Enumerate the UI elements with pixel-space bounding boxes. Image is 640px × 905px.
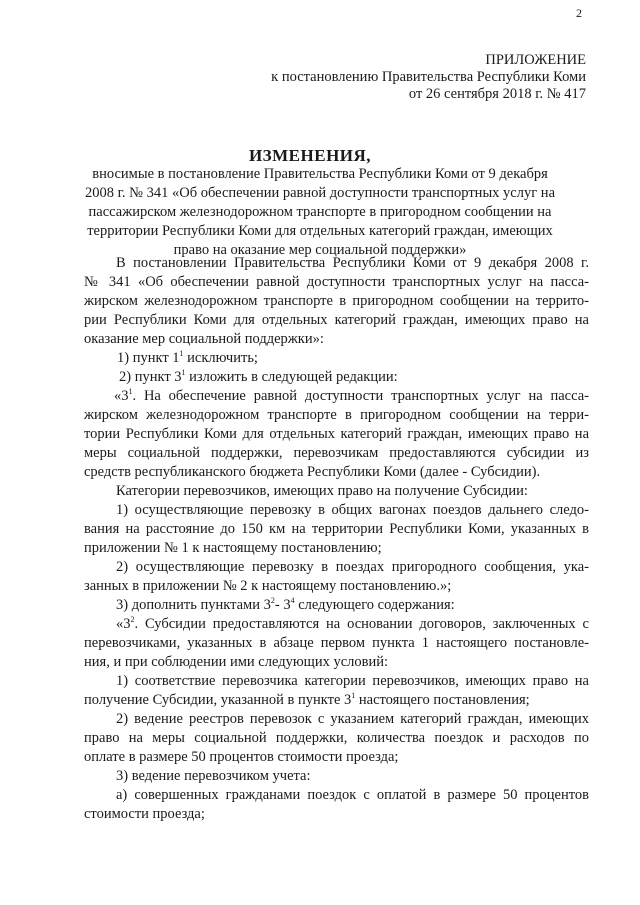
subtitle-line: 2008 г. № 341 «Об обеспечении равной доступности транспортных услуг на bbox=[84, 185, 556, 201]
subtitle-line: вносимые в постановление Правительства Республики Коми от 9 декабря bbox=[92, 166, 548, 182]
body-line bbox=[84, 615, 589, 634]
body-text: 3) дополнить пунктами 3 bbox=[116, 597, 271, 613]
body-line: оказание мер социальной поддержки»: bbox=[84, 331, 324, 347]
document-subtitle bbox=[60, 165, 580, 260]
body-line: Категории перевозчиков, имеющих право на получение Субсидии: bbox=[116, 483, 528, 499]
body-line: средств республиканского бюджета Республики Коми (далее - Субсидии). bbox=[84, 464, 541, 480]
appendix-resolution-line: к постановлению Правительства Республики Коми bbox=[271, 69, 586, 85]
document-body bbox=[84, 254, 589, 824]
body-line: занных в приложении № 2 к настоящему постановлению.»; bbox=[84, 578, 452, 594]
subtitle-line: территории Республики Коми для отдельных категорий граждан, имеющих bbox=[87, 223, 553, 239]
body-text: изложить в следующей редакции: bbox=[185, 369, 398, 385]
superscript: 1 bbox=[179, 349, 184, 358]
body-text: получение Субсидии, указанной в пункте 3 bbox=[84, 692, 352, 708]
body-line: вания на расстояние до 150 км на территории Республики Коми, указанных в bbox=[84, 521, 589, 537]
body-text: . Субсидии предоставляются на основании договоров, заключенных с bbox=[134, 616, 589, 632]
body-line: перевозчиками, указанных в абзаце первом пункта 1 настоящего постановле- bbox=[84, 635, 589, 651]
body-line bbox=[84, 691, 589, 710]
superscript: 2 bbox=[130, 615, 135, 624]
body-line: меры социальной поддержки, перевозчикам предоставляются субсидии из bbox=[84, 445, 589, 461]
body-text: исключить; bbox=[183, 350, 258, 366]
body-text: 1) пункт 1 bbox=[117, 350, 180, 366]
body-line bbox=[84, 387, 589, 406]
body-text: «3 bbox=[116, 616, 131, 632]
body-line: жирском железнодорожном транспорте в пригородном сообщении на террито- bbox=[84, 293, 589, 309]
superscript: 1 bbox=[128, 387, 133, 396]
body-line bbox=[84, 596, 589, 615]
superscript: 1 bbox=[181, 368, 186, 377]
superscript: 2 bbox=[270, 596, 275, 605]
superscript: 1 bbox=[351, 691, 356, 700]
document-title: ИЗМЕНЕНИЯ, bbox=[248, 146, 372, 165]
body-line: стоимости проезда; bbox=[84, 806, 205, 822]
body-text: 2) пункт 3 bbox=[119, 369, 182, 385]
body-text: «3 bbox=[114, 388, 129, 404]
body-line: приложении № 1 к настоящему постановлению; bbox=[84, 540, 382, 556]
body-line: 1) соответствие перевозчика категории перевозчиков, имеющих право на bbox=[116, 673, 589, 689]
body-line bbox=[84, 368, 589, 387]
body-line: жирском железнодорожном транспорте в пригородном сообщении на терри- bbox=[84, 407, 589, 423]
body-line bbox=[84, 349, 589, 368]
body-line: 2) ведение реестров перевозок с указанием категорий граждан, имеющих bbox=[116, 711, 589, 727]
page-number: 2 bbox=[576, 6, 582, 20]
body-line: тории Республики Коми для отдельных категорий граждан, имеющих право на bbox=[84, 426, 589, 442]
body-line: рии Республики Коми для отдельных категорий граждан, имеющих право на bbox=[84, 312, 589, 328]
body-line: ния, и при соблюдении ими следующих условий: bbox=[84, 654, 389, 670]
body-line: В постановлении Правительства Республики Коми от 9 декабря 2008 г. bbox=[116, 255, 589, 271]
subtitle-line: право на оказание мер социальной поддержки» bbox=[173, 242, 467, 258]
body-line: 3) ведение перевозчиком учета: bbox=[116, 768, 311, 784]
body-line: право на меры социальной поддержки, количества поездок и расходов по bbox=[84, 730, 589, 746]
body-text: - 3 bbox=[274, 597, 291, 613]
body-line: № 341 «Об обеспечении равной доступности транспортных услуг на пасса- bbox=[84, 274, 589, 290]
body-text: . На обеспечение равной доступности транспортных услуг на пасса- bbox=[132, 388, 589, 404]
body-text: следующего содержания: bbox=[294, 597, 455, 613]
subtitle-line: пассажирском железнодорожном транспорте в пригородном сообщении на bbox=[88, 204, 552, 220]
appendix-date-line: от 26 сентября 2018 г. № 417 bbox=[408, 86, 586, 102]
body-text: настоящего постановления; bbox=[355, 692, 530, 708]
body-line: 1) осуществляющие перевозку в общих вагонах поездов дальнего следо- bbox=[116, 502, 589, 518]
superscript: 4 bbox=[290, 596, 295, 605]
body-line: оплате в размере 50 процентов стоимости проезда; bbox=[84, 749, 399, 765]
body-line: 2) осуществляющие перевозку в поездах пригородного сообщения, ука- bbox=[116, 559, 589, 575]
appendix-heading: ПРИЛОЖЕНИЕ bbox=[485, 52, 586, 68]
body-line: а) совершенных гражданами поездок с оплатой в размере 50 процентов bbox=[116, 787, 589, 803]
